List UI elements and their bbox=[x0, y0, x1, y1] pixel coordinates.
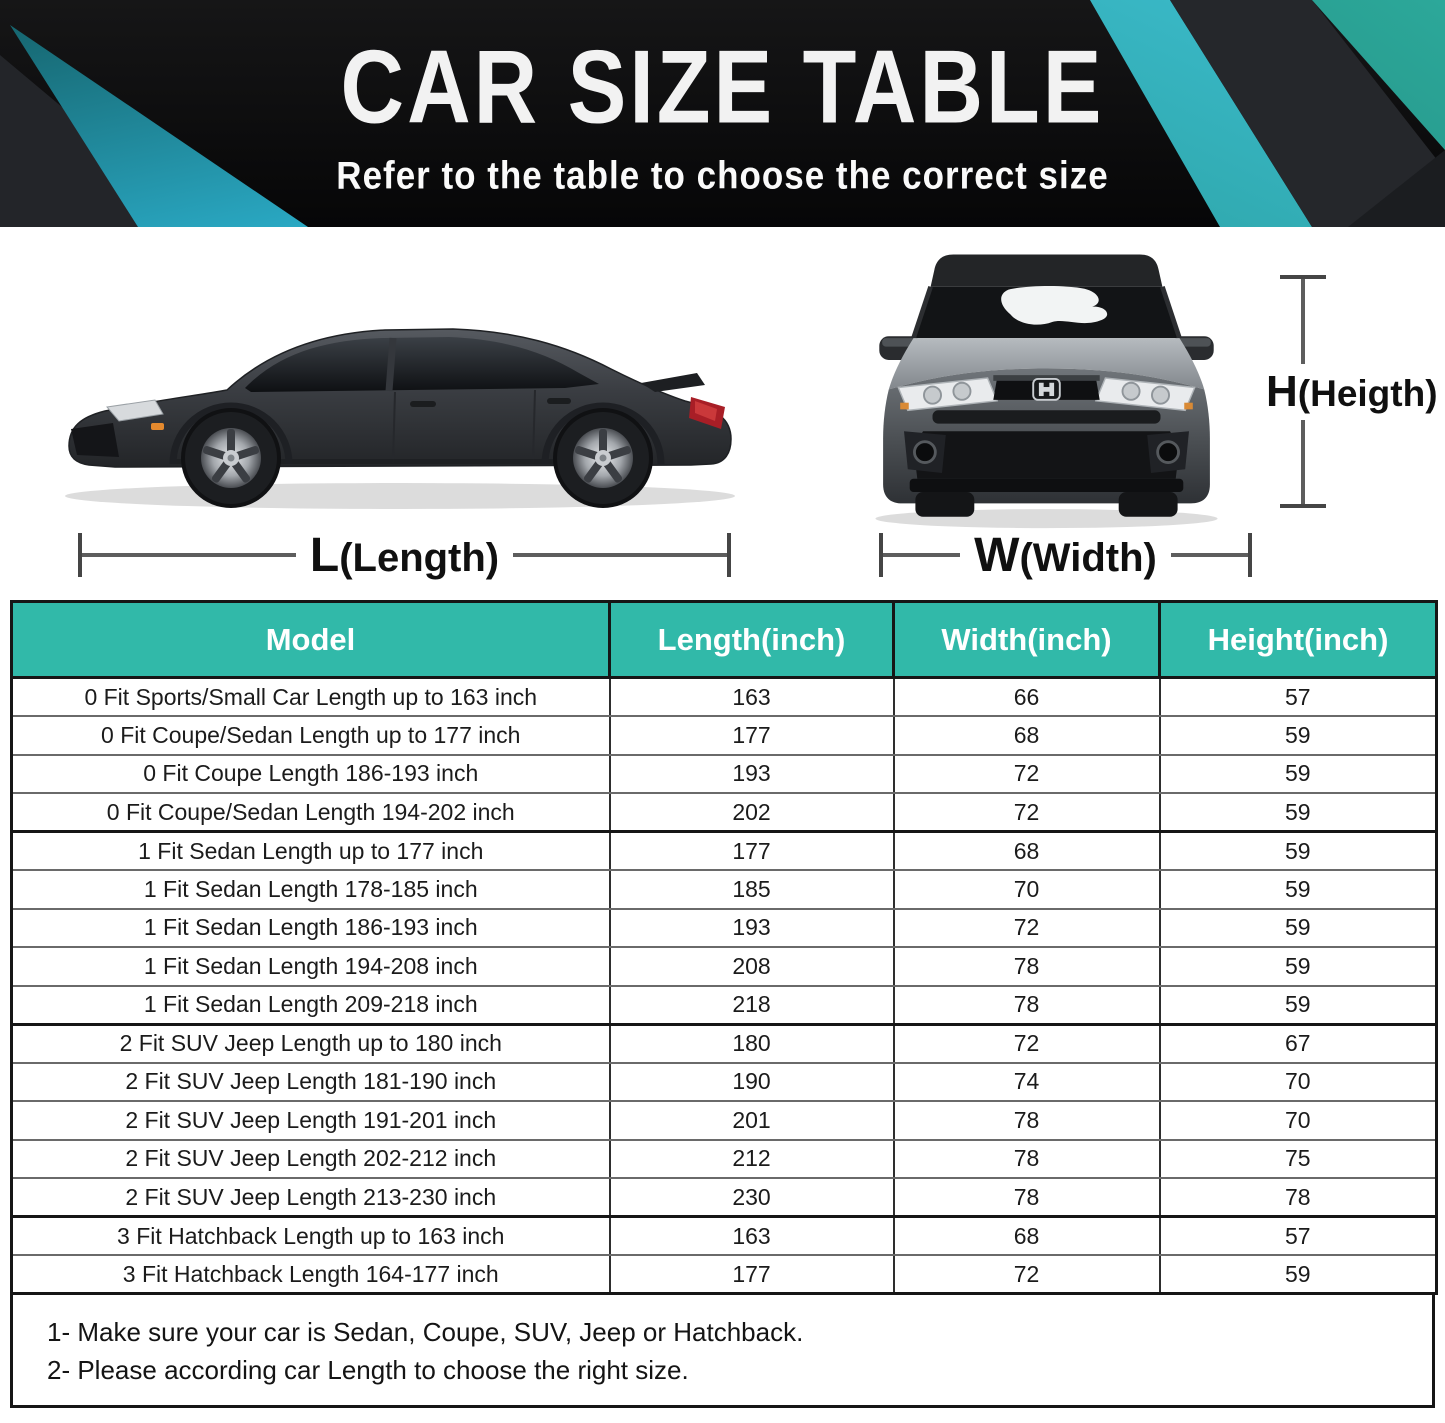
table-row bbox=[12, 870, 1437, 909]
page-title: CAR SIZE TABLE bbox=[340, 27, 1105, 145]
model-cell: 2 Fit SUV Jeep Length 191-201 inch bbox=[12, 1101, 610, 1140]
car-front-image bbox=[866, 245, 1227, 530]
table-row bbox=[12, 716, 1437, 755]
banner-text bbox=[0, 0, 1445, 227]
dimension-line bbox=[513, 553, 727, 557]
model-cell: 2 Fit SUV Jeep Length 181-190 inch bbox=[12, 1063, 610, 1102]
value-cell: 212 bbox=[610, 1140, 894, 1179]
model-cell: 1 Fit Sedan Length 186-193 inch bbox=[12, 909, 610, 948]
value-cell: 202 bbox=[610, 793, 894, 832]
dimension-line bbox=[883, 553, 960, 557]
length-dimension bbox=[78, 528, 731, 582]
note-line-2: 2- Please according car Length to choose the right size. bbox=[47, 1355, 689, 1385]
value-cell: 78 bbox=[894, 947, 1160, 986]
table-row bbox=[12, 1063, 1437, 1102]
width-symbol: W bbox=[974, 528, 1020, 582]
value-cell: 78 bbox=[894, 1178, 1160, 1217]
value-cell: 218 bbox=[610, 986, 894, 1025]
value-cell: 72 bbox=[894, 755, 1160, 794]
table-row bbox=[12, 947, 1437, 986]
value-cell: 59 bbox=[1160, 832, 1437, 871]
value-cell: 78 bbox=[1160, 1178, 1437, 1217]
table-row bbox=[12, 755, 1437, 794]
value-cell: 163 bbox=[610, 1217, 894, 1256]
width-text: (Width) bbox=[1019, 535, 1157, 580]
height-label bbox=[1266, 367, 1438, 417]
value-cell: 193 bbox=[610, 755, 894, 794]
table-row bbox=[12, 1217, 1437, 1256]
banner bbox=[0, 0, 1445, 227]
value-cell: 185 bbox=[610, 870, 894, 909]
model-cell: 0 Fit Coupe/Sedan Length up to 177 inch bbox=[12, 716, 610, 755]
size-table-section bbox=[10, 600, 1435, 1408]
value-cell: 68 bbox=[894, 1217, 1160, 1256]
value-cell: 72 bbox=[894, 1024, 1160, 1063]
value-cell: 190 bbox=[610, 1063, 894, 1102]
dimension-line bbox=[1301, 420, 1305, 505]
notes bbox=[10, 1295, 1435, 1408]
model-cell: 2 Fit SUV Jeep Length 213-230 inch bbox=[12, 1178, 610, 1217]
height-symbol: H bbox=[1266, 366, 1298, 416]
table-row bbox=[12, 678, 1437, 717]
value-cell: 180 bbox=[610, 1024, 894, 1063]
size-table-body bbox=[12, 678, 1437, 1294]
value-cell: 59 bbox=[1160, 947, 1437, 986]
model-cell: 1 Fit Sedan Length 178-185 inch bbox=[12, 870, 610, 909]
value-cell: 78 bbox=[894, 1140, 1160, 1179]
width-dimension bbox=[879, 528, 1252, 582]
length-symbol: L bbox=[309, 528, 340, 582]
value-cell: 163 bbox=[610, 678, 894, 717]
honda-logo-icon bbox=[1033, 379, 1060, 400]
col-header-length: Length(inch) bbox=[610, 602, 894, 678]
value-cell: 70 bbox=[1160, 1063, 1437, 1102]
table-row bbox=[12, 793, 1437, 832]
model-cell: 1 Fit Sedan Length 209-218 inch bbox=[12, 986, 610, 1025]
col-header-width: Width(inch) bbox=[894, 602, 1160, 678]
value-cell: 59 bbox=[1160, 1255, 1437, 1294]
model-cell: 3 Fit Hatchback Length 164-177 inch bbox=[12, 1255, 610, 1294]
table-row bbox=[12, 986, 1437, 1025]
model-cell: 2 Fit SUV Jeep Length up to 180 inch bbox=[12, 1024, 610, 1063]
model-cell: 1 Fit Sedan Length 194-208 inch bbox=[12, 947, 610, 986]
model-cell: 1 Fit Sedan Length up to 177 inch bbox=[12, 832, 610, 871]
table-row bbox=[12, 1178, 1437, 1217]
col-header-model: Model bbox=[12, 602, 610, 678]
value-cell: 70 bbox=[1160, 1101, 1437, 1140]
page-subtitle: Refer to the table to choose the correct size bbox=[336, 153, 1109, 197]
width-label bbox=[974, 528, 1157, 583]
value-cell: 208 bbox=[610, 947, 894, 986]
value-cell: 177 bbox=[610, 832, 894, 871]
dimension-cap bbox=[1248, 533, 1252, 577]
dimension-line bbox=[82, 553, 296, 557]
value-cell: 57 bbox=[1160, 1217, 1437, 1256]
model-cell: 0 Fit Coupe Length 186-193 inch bbox=[12, 755, 610, 794]
value-cell: 75 bbox=[1160, 1140, 1437, 1179]
value-cell: 72 bbox=[894, 1255, 1160, 1294]
value-cell: 177 bbox=[610, 1255, 894, 1294]
table-header-row bbox=[12, 602, 1437, 678]
value-cell: 67 bbox=[1160, 1024, 1437, 1063]
value-cell: 68 bbox=[894, 716, 1160, 755]
value-cell: 59 bbox=[1160, 909, 1437, 948]
table-row bbox=[12, 1140, 1437, 1179]
value-cell: 68 bbox=[894, 832, 1160, 871]
value-cell: 59 bbox=[1160, 986, 1437, 1025]
length-text: (Length) bbox=[339, 535, 500, 580]
length-label bbox=[310, 528, 499, 583]
col-header-height: Height(inch) bbox=[1160, 602, 1437, 678]
value-cell: 70 bbox=[894, 870, 1160, 909]
dimension-cap bbox=[727, 533, 731, 577]
table-row bbox=[12, 1101, 1437, 1140]
dimension-line bbox=[1301, 279, 1305, 364]
value-cell: 78 bbox=[894, 986, 1160, 1025]
car-diagrams bbox=[0, 227, 1445, 600]
value-cell: 72 bbox=[894, 909, 1160, 948]
note-line-1: 1- Make sure your car is Sedan, Coupe, SUV, Jeep or Hatchback. bbox=[47, 1317, 804, 1347]
value-cell: 177 bbox=[610, 716, 894, 755]
value-cell: 66 bbox=[894, 678, 1160, 717]
value-cell: 72 bbox=[894, 793, 1160, 832]
model-cell: 3 Fit Hatchback Length up to 163 inch bbox=[12, 1217, 610, 1256]
value-cell: 201 bbox=[610, 1101, 894, 1140]
car-side-image bbox=[55, 251, 745, 516]
table-row bbox=[12, 1255, 1437, 1294]
size-table bbox=[10, 600, 1438, 1295]
height-text: (Heigth) bbox=[1297, 372, 1438, 414]
height-dimension bbox=[1266, 275, 1438, 508]
value-cell: 193 bbox=[610, 909, 894, 948]
value-cell: 57 bbox=[1160, 678, 1437, 717]
table-row bbox=[12, 832, 1437, 871]
table-row bbox=[12, 1024, 1437, 1063]
value-cell: 59 bbox=[1160, 870, 1437, 909]
dimension-line bbox=[1171, 553, 1248, 557]
value-cell: 59 bbox=[1160, 755, 1437, 794]
value-cell: 230 bbox=[610, 1178, 894, 1217]
model-cell: 0 Fit Sports/Small Car Length up to 163 inch bbox=[12, 678, 610, 717]
model-cell: 0 Fit Coupe/Sedan Length 194-202 inch bbox=[12, 793, 610, 832]
table-row bbox=[12, 909, 1437, 948]
value-cell: 59 bbox=[1160, 716, 1437, 755]
value-cell: 74 bbox=[894, 1063, 1160, 1102]
value-cell: 78 bbox=[894, 1101, 1160, 1140]
value-cell: 59 bbox=[1160, 793, 1437, 832]
model-cell: 2 Fit SUV Jeep Length 202-212 inch bbox=[12, 1140, 610, 1179]
dimension-cap bbox=[1280, 504, 1326, 508]
